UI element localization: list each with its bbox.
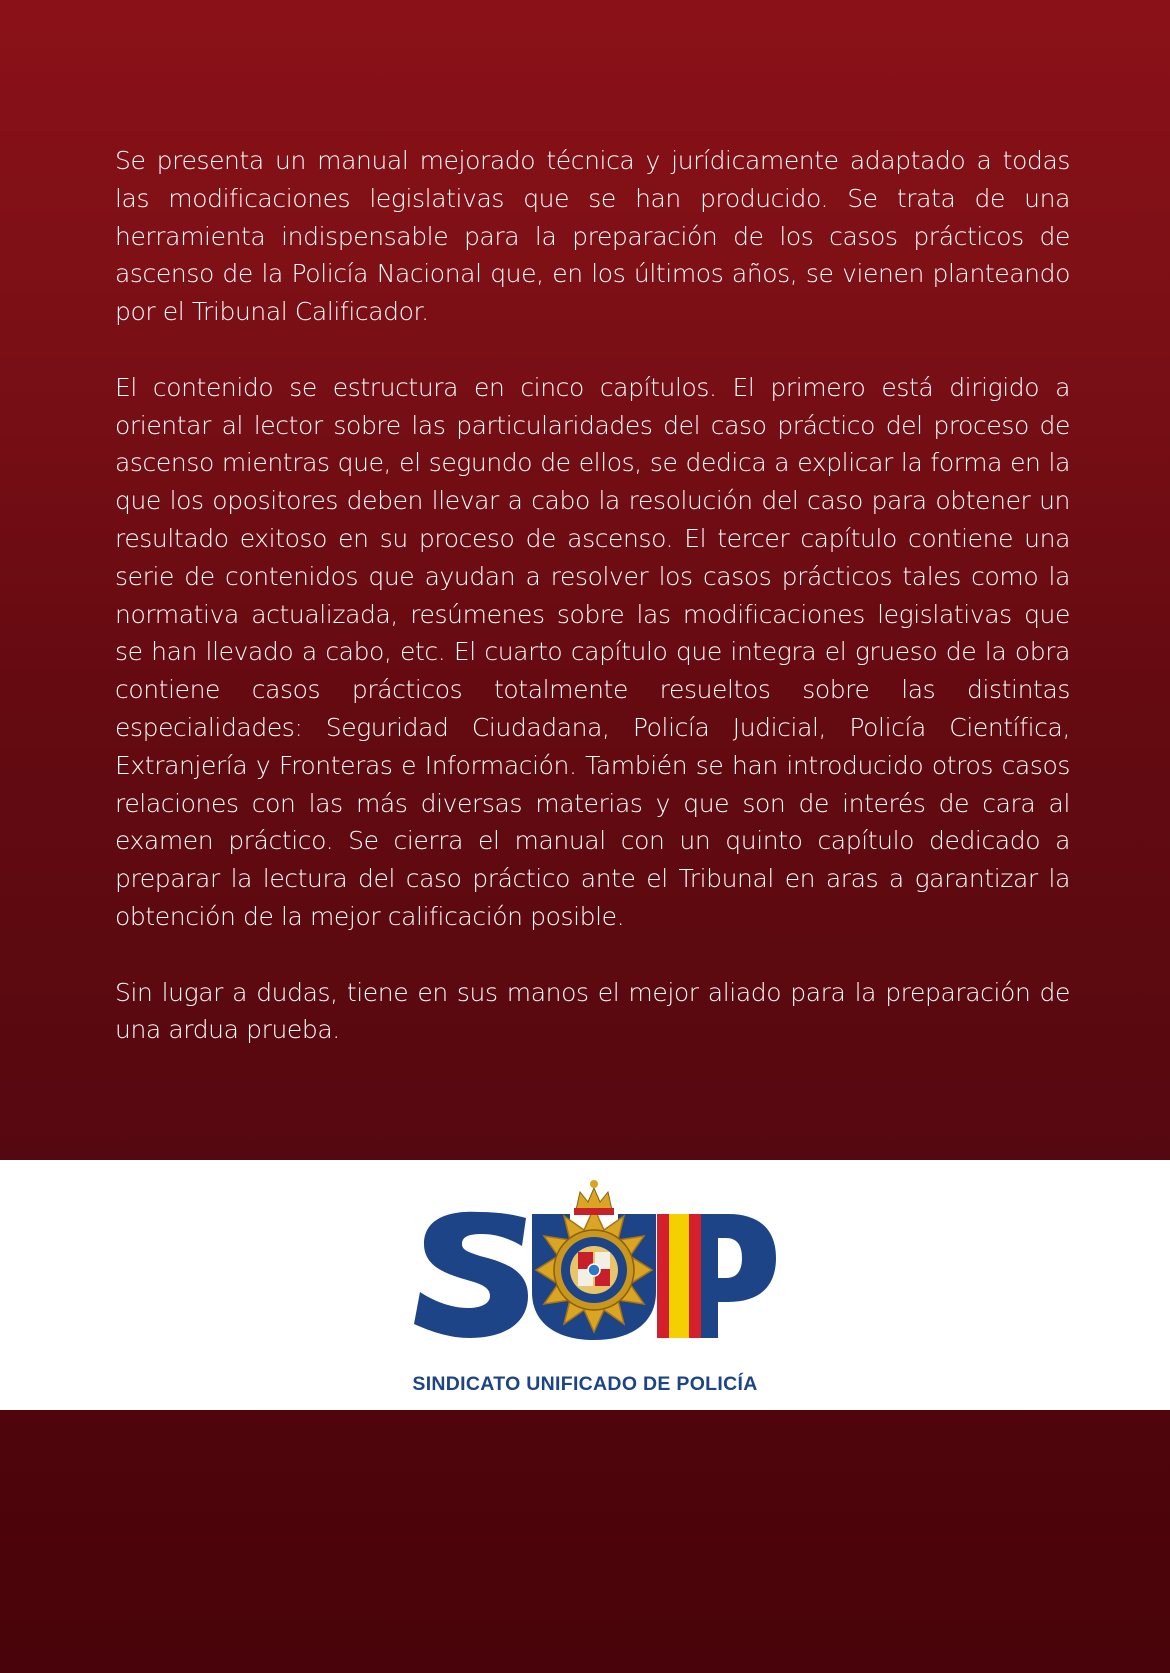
flag-red-right <box>689 1214 701 1338</box>
cover-background-bottom <box>0 1410 1170 1673</box>
paragraph-intro: Se presenta un manual mejorado técnica y jurídicamente adaptado a todas las modificaciones legislativas que se han producido. Se trata de una herramienta indispensable para la preparación de los casos prácticos de ascenso de la Policía Nacional que, en los últimos años, se vienen planteando por el Tribunal Calificador. <box>115 146 1070 327</box>
back-cover-text <box>115 142 1070 1087</box>
logo-caption: SINDICATO UNIFICADO DE POLICÍA <box>412 1373 758 1395</box>
paragraph-closing: Sin lugar a dudas, tiene en sus manos el mejor aliado para la preparación de una ardua prueba. <box>115 977 1070 1045</box>
flag-red-left <box>657 1214 669 1338</box>
logo-letter-p <box>701 1214 776 1338</box>
flag-yellow <box>669 1214 689 1338</box>
paragraph-contents: El contenido se estructura en cinco capítulos. El primero está dirigido a orientar al lector sobre las particularidades del caso práctico del proceso de ascenso mientras que, el segundo de ellos, se dedica a explicar la forma en la que los opositores deben llevar a cabo la resolución del caso para obtener un resultado exitoso en su proceso de ascenso. El tercer capítulo contiene una serie de contenidos que ayudan a resolver los casos prácticos tales como la normativa actualizada, resúmenes sobre las modificaciones legislativas que se han llevado a cabo, etc. El cuarto capítulo que integra el grueso de la obra contiene casos prácticos totalmente resueltos sobre las distintas especialidades: Seguridad Ciudadana, Policía Judicial, Policía Científica, Extranjería y Fronteras e Información. También se han introducido otros casos relaciones con las más diversas materias y que son de interés de cara al examen práctico. Se cierra el manual con un quinto capítulo dedicado a preparar la lectura del caso práctico ante el Tribunal en aras a garantizar la obtención de la mejor calificación posible. <box>115 372 1070 931</box>
sup-logo-icon <box>410 1172 782 1362</box>
logo-letter-s <box>414 1212 528 1338</box>
